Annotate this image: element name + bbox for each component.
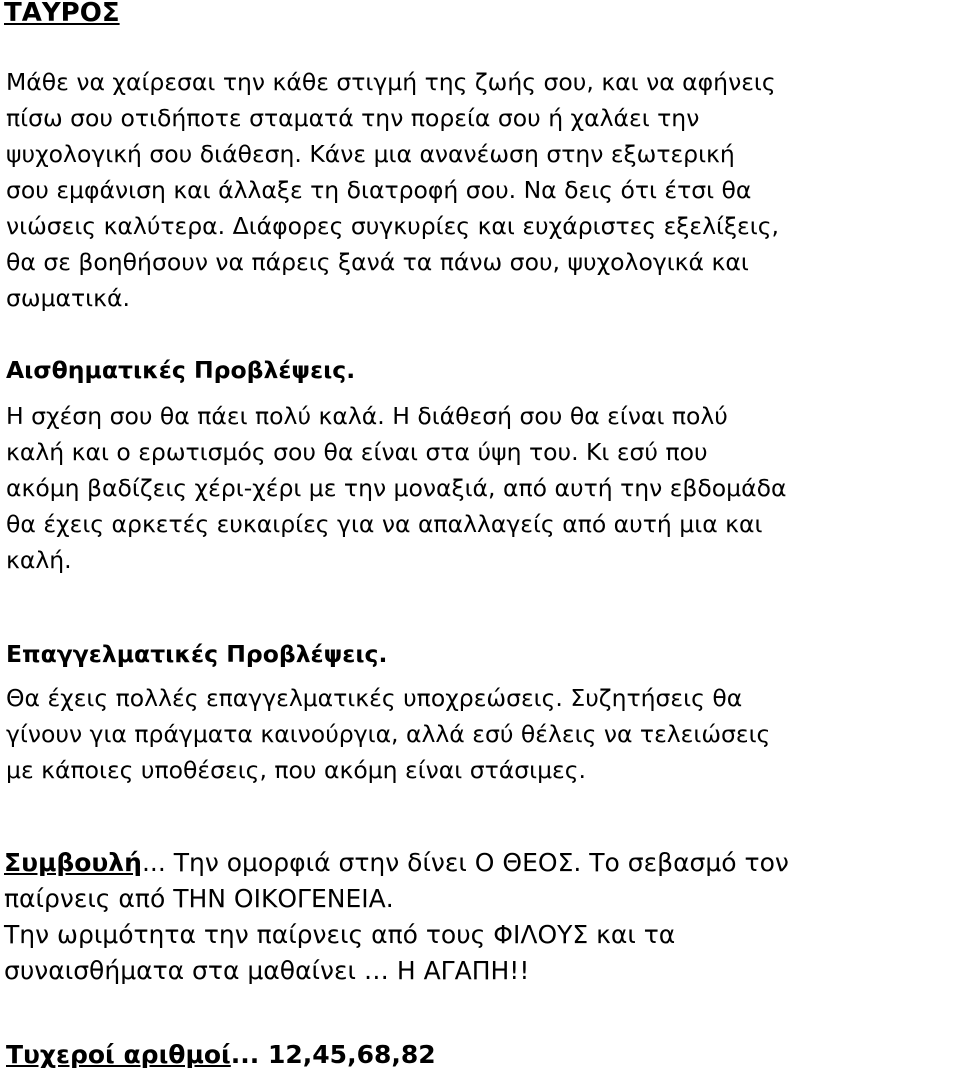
advice-first-line: [4, 845, 789, 881]
career-line: με κάποιες υποθέσεις, που ακόμη είναι στάσιμες.: [6, 756, 587, 784]
advice-line: Την ωριμότητα την παίρνεις από τους ΦΙΛΟΥΣ και τα: [4, 920, 676, 949]
intro-line: νιώσεις καλύτερα. Διάφορες συγκυρίες και ευχάριστες εξελίξεις,: [6, 212, 779, 240]
love-line: καλή.: [6, 546, 72, 574]
career-line: γίνουν για πράγματα καινούργια, αλλά εσύ θέλεις να τελειώσεις: [6, 720, 771, 748]
love-line: ακόμη βαδίζεις χέρι-χέρι με την μοναξιά, από αυτή την εβδομάδα: [6, 474, 787, 502]
lucky-numbers-value: ... 12,45,68,82: [230, 1040, 436, 1069]
advice-line: παίρνεις από ΤΗΝ ΟΙΚΟΓΕΝΕΙΑ.: [4, 884, 394, 913]
intro-line: σου εμφάνιση και άλλαξε τη διατροφή σου. Να δεις ότι έτσι θα: [6, 176, 752, 204]
lucky-numbers-label: Τυχεροί αριθμοί: [6, 1040, 231, 1069]
intro-line: πίσω σου οτιδήποτε σταματά την πορεία σου ή χαλάει την: [6, 104, 700, 132]
love-line: Η σχέση σου θα πάει πολύ καλά. Η διάθεσή σου θα είναι πολύ: [6, 402, 728, 430]
sign-title: ΤΑΥΡΟΣ: [4, 0, 120, 28]
advice-paragraph: [4, 845, 789, 989]
intro-paragraph: [6, 64, 956, 316]
career-line: Θα έχεις πολλές επαγγελματικές υποχρεώσεις. Συζητήσεις θα: [6, 684, 743, 712]
advice-line: συναισθήματα στα μαθαίνει … Η ΑΓΑΠΗ!!: [4, 956, 530, 985]
career-heading: Επαγγελματικές Προβλέψεις.: [6, 640, 388, 668]
career-paragraph: [6, 680, 956, 788]
love-paragraph: [6, 398, 956, 578]
intro-line: ψυχολογική σου διάθεση. Κάνε μια ανανέωση στην εξωτερική: [6, 140, 735, 168]
love-line: καλή και ο ερωτισμός σου θα είναι στα ύψη του. Κι εσύ που: [6, 438, 708, 466]
intro-line: Μάθε να χαίρεσαι την κάθε στιγμή της ζωής σου, και να αφήνεις: [6, 68, 776, 96]
love-line: θα έχεις αρκετές ευκαιρίες για να απαλλαγείς από αυτή μια και: [6, 510, 763, 538]
intro-line: θα σε βοηθήσουν να πάρεις ξανά τα πάνω σου, ψυχολογικά και: [6, 248, 749, 276]
advice-label: Συμβουλή: [4, 848, 142, 877]
advice-text: ... Την ομορφιά στην δίνει Ο ΘΕΟΣ. Το σεβασμό τον: [141, 848, 789, 877]
love-heading: Αισθηματικές Προβλέψεις.: [6, 356, 356, 384]
lucky-numbers: [6, 1037, 436, 1073]
intro-line: σωματικά.: [6, 284, 130, 312]
